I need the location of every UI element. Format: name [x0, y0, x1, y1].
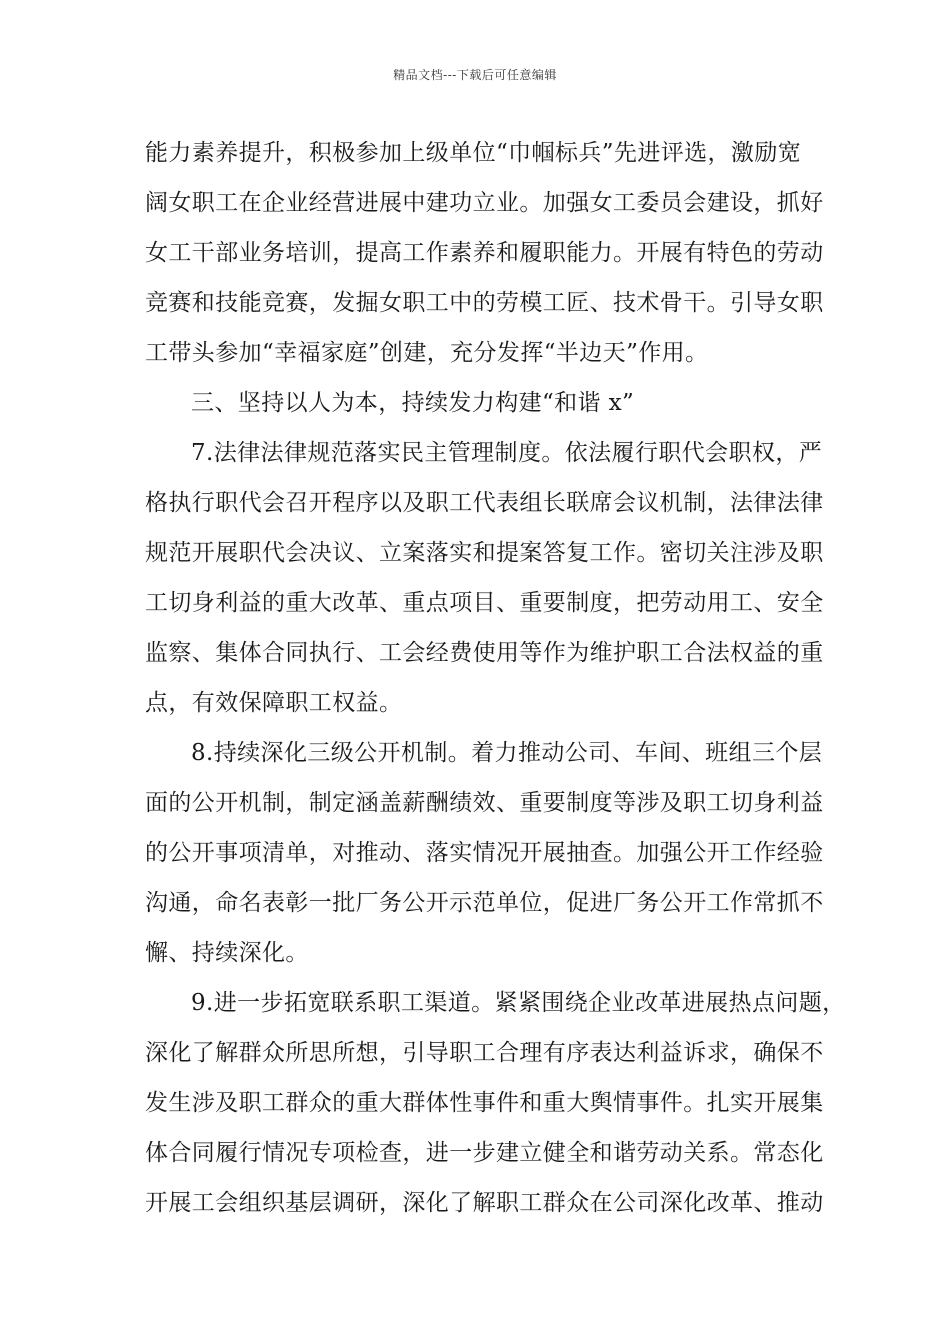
- section-heading: [145, 378, 807, 428]
- text-line: 三、坚持以人为本，持续发力构建“和谐 x”: [191, 390, 635, 416]
- page-header: 精品文档---下载后可任意编辑: [393, 68, 557, 82]
- text-line: 监察、集体合同执行、工会经费使用等作为维护职工合法权益的重: [145, 640, 824, 666]
- text-line: 阔女职工在企业经营进展中建功立业。加强女工委员会建设，抓好: [145, 190, 824, 216]
- paragraph-item-8: [145, 728, 824, 978]
- text-line: 面的公开机制，制定涵盖薪酬绩效、重要制度等涉及职工切身利益: [145, 790, 824, 816]
- text-line: 格执行职代会召开程序以及职工代表组长联席会议机制，法律法律: [145, 490, 824, 516]
- text-line: 竞赛和技能竞赛，发掘女职工中的劳模工匠、技术骨干。引导女职: [145, 290, 824, 316]
- text-line: 开展工会组织基层调研，深化了解职工群众在公司深化改革、推动: [145, 1190, 824, 1216]
- text-line: 沟通，命名表彰一批厂务公开示范单位，促进厂务公开工作常抓不: [145, 890, 824, 916]
- document-body: [145, 128, 846, 1228]
- text-line: 工带头参加“幸福家庭”创建，充分发挥“半边天”作用。: [145, 340, 709, 366]
- text-line: 女工干部业务培训，提高工作素养和履职能力。开展有特色的劳动: [145, 240, 824, 266]
- paragraph-1: [145, 128, 824, 378]
- paragraph-item-7: [145, 428, 824, 728]
- text-line: 发生涉及职工群众的重大群体性事件和重大舆情事件。扎实开展集: [145, 1090, 824, 1116]
- text-line: 规范开展职代会决议、立案落实和提案答复工作。密切关注涉及职: [145, 540, 824, 566]
- text-line: 深化了解群众所思所想，引导职工合理有序表达利益诉求，确保不: [145, 1040, 824, 1066]
- text-line: 工切身利益的重大改革、重点项目、重要制度，把劳动用工、安全: [145, 590, 824, 616]
- text-line: 能力素养提升，积极参加上级单位“巾帼标兵”先进评选，激励宽: [145, 140, 802, 166]
- text-line: 点，有效保障职工权益。: [145, 690, 403, 716]
- text-line: 9.进一步拓宽联系职工渠道。紧紧围绕企业改革进展热点问题，: [191, 990, 846, 1016]
- text-line: 懈、持续深化。: [145, 940, 309, 966]
- text-line: 8.持续深化三级公开机制。着力推动公司、车间、班组三个层: [191, 740, 823, 766]
- paragraph-item-9: [145, 978, 846, 1228]
- text-line: 的公开事项清单，对推动、落实情况开展抽查。加强公开工作经验: [145, 840, 824, 866]
- text-line: 7.法律法律规范落实民主管理制度。依法履行职代会职权，严: [191, 440, 823, 466]
- text-line: 体合同履行情况专项检查，进一步建立健全和谐劳动关系。常态化: [145, 1140, 824, 1166]
